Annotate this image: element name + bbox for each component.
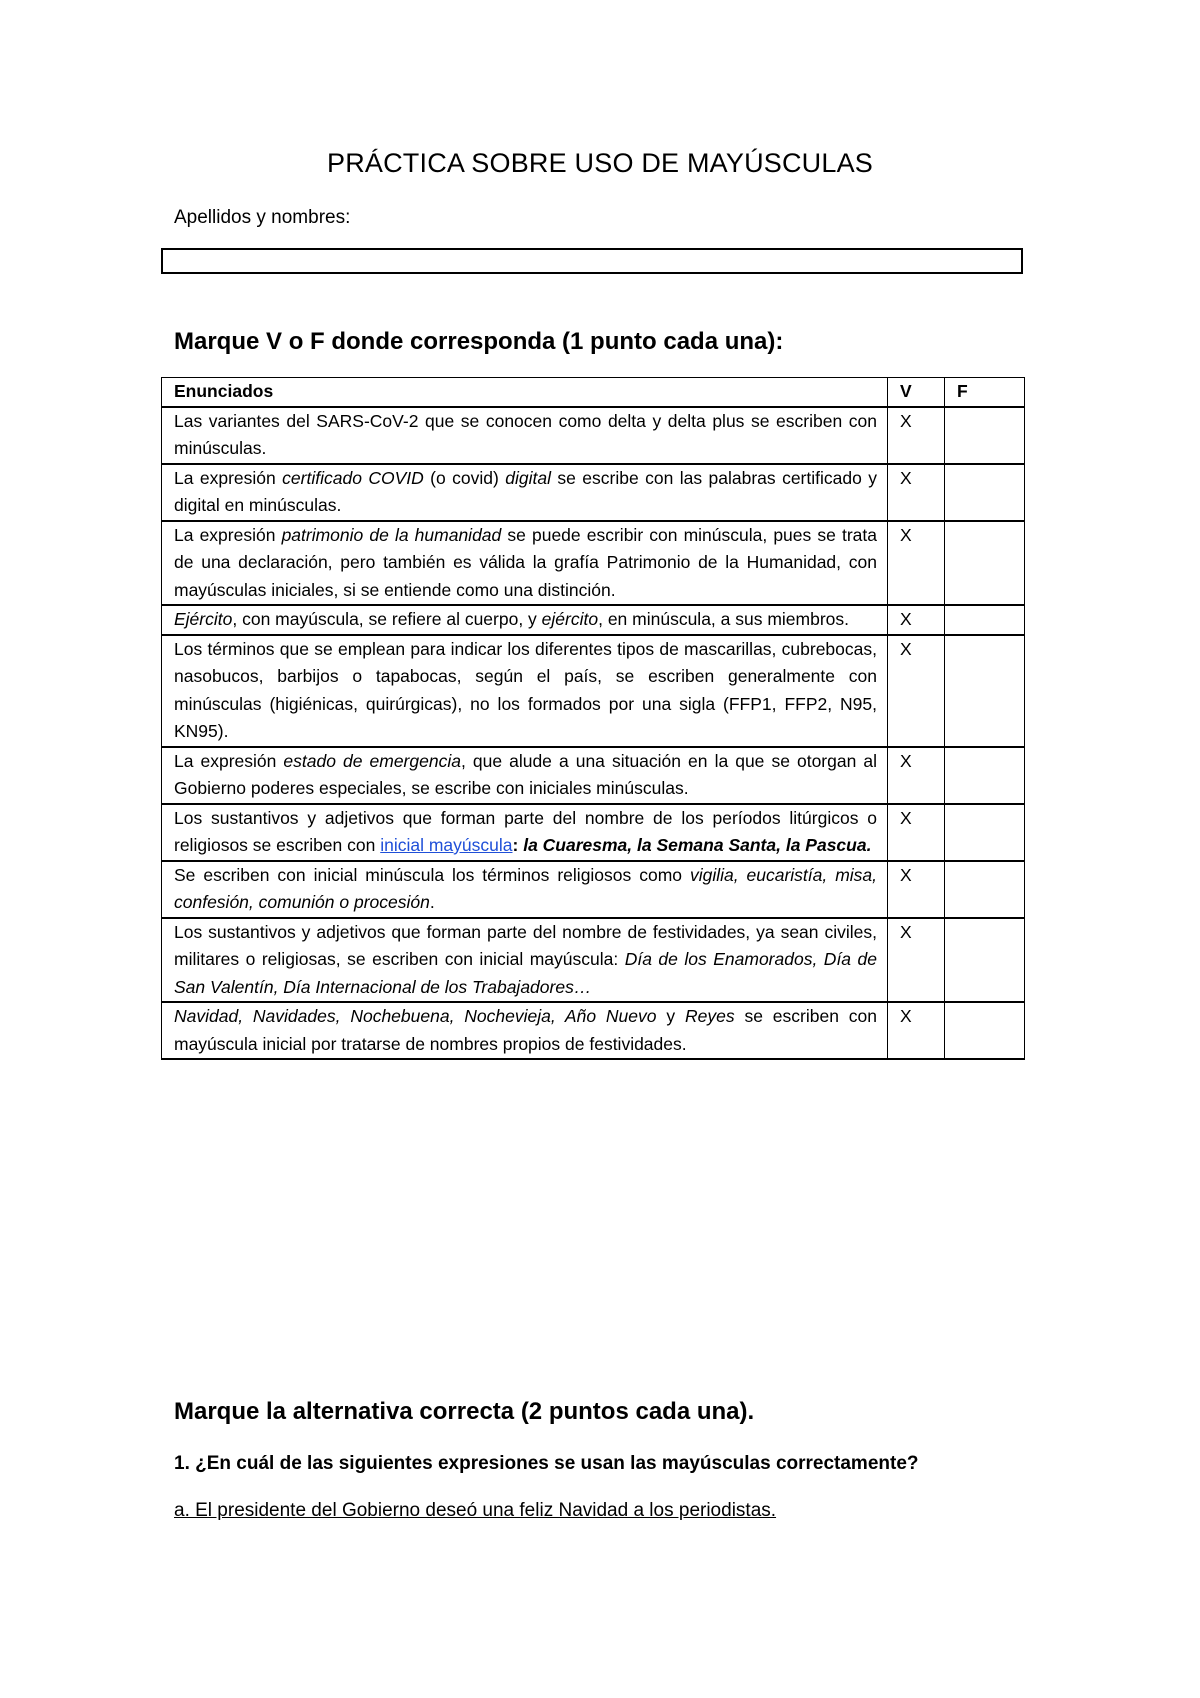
- page-title: PRÁCTICA SOBRE USO DE MAYÚSCULAS: [326, 148, 874, 178]
- table-row: [162, 861, 1025, 918]
- statement-6: La expresión estado de emergencia, que alude a una situación en la que se otorgan al Gobierno poderes especiales, se escribe con iniciales minúsculas.: [162, 747, 888, 804]
- table-row: [162, 464, 1025, 521]
- statement-10: Navidad, Navidades, Nochebuena, Nochevieja, Año Nuevo y Reyes se escriben con mayúscula inicial por tratarse de nombres propios de festividades.: [162, 1002, 888, 1059]
- f-cell[interactable]: [945, 464, 1025, 521]
- table-row: [162, 918, 1025, 1003]
- section2-heading: Marque la alternativa correcta (2 puntos cada una).: [174, 1398, 755, 1425]
- statement-9: Los sustantivos y adjetivos que forman parte del nombre de festividades, ya sean civiles, militares o religiosas, se escriben con inicial mayúscula: Día de los Enamorados, Día de San Valentín, Día Internacional de los Trabajadores…: [162, 918, 888, 1003]
- header-statements: Enunciados: [162, 378, 888, 407]
- inicial-mayuscula-link[interactable]: inicial mayúscula: [380, 835, 513, 855]
- section1-heading: Marque V o F donde corresponda (1 punto cada una):: [174, 328, 784, 355]
- names-label: Apellidos y nombres:: [174, 207, 351, 228]
- f-cell[interactable]: [945, 1002, 1025, 1059]
- table-row: [162, 1002, 1025, 1059]
- table-row: [162, 407, 1025, 464]
- f-cell[interactable]: [945, 407, 1025, 464]
- table-row: [162, 635, 1025, 747]
- v-cell[interactable]: X: [888, 464, 945, 521]
- true-false-table: [161, 377, 1025, 1060]
- header-v: V: [888, 378, 945, 407]
- names-input-box[interactable]: [161, 248, 1023, 274]
- option-a[interactable]: a. El presidente del Gobierno deseó una feliz Navidad a los periodistas.: [174, 1500, 777, 1521]
- f-cell[interactable]: [945, 605, 1025, 635]
- v-cell[interactable]: X: [888, 407, 945, 464]
- f-cell[interactable]: [945, 747, 1025, 804]
- v-cell[interactable]: X: [888, 747, 945, 804]
- v-cell[interactable]: X: [888, 861, 945, 918]
- table-row: [162, 521, 1025, 606]
- v-cell[interactable]: X: [888, 1002, 945, 1059]
- statement-3: La expresión patrimonio de la humanidad se puede escribir con minúscula, pues se trata de una declaración, pero también es válida la grafía Patrimonio de la Humanidad, con mayúsculas iniciales, si se entiende como una distinción.: [162, 521, 888, 606]
- statement-7: Los sustantivos y adjetivos que forman parte del nombre de los períodos litúrgicos o religiosos se escriben con inicial mayúscula: la Cuaresma, la Semana Santa, la Pascua.: [162, 804, 888, 861]
- statement-2: La expresión certificado COVID (o covid) digital se escribe con las palabras certificado y digital en minúsculas.: [162, 464, 888, 521]
- v-cell[interactable]: X: [888, 605, 945, 635]
- table-header-row: [162, 378, 1025, 407]
- statement-4: Ejército, con mayúscula, se refiere al cuerpo, y ejército, en minúscula, a sus miembros.: [162, 605, 888, 635]
- header-f: F: [945, 378, 1025, 407]
- v-cell[interactable]: X: [888, 804, 945, 861]
- f-cell[interactable]: [945, 521, 1025, 606]
- v-cell[interactable]: X: [888, 918, 945, 1003]
- f-cell[interactable]: [945, 861, 1025, 918]
- table-row: [162, 605, 1025, 635]
- f-cell[interactable]: [945, 635, 1025, 747]
- question-1: 1. ¿En cuál de las siguientes expresiones se usan las mayúsculas correctamente?: [174, 1453, 919, 1474]
- table-row: [162, 804, 1025, 861]
- table-row: [162, 747, 1025, 804]
- statement-8: Se escriben con inicial minúscula los términos religiosos como vigilia, eucaristía, misa, confesión, comunión o procesión.: [162, 861, 888, 918]
- v-cell[interactable]: X: [888, 521, 945, 606]
- statement-1: Las variantes del SARS-CoV-2 que se conocen como delta y delta plus se escriben con minúsculas.: [162, 407, 888, 464]
- f-cell[interactable]: [945, 804, 1025, 861]
- f-cell[interactable]: [945, 918, 1025, 1003]
- v-cell[interactable]: X: [888, 635, 945, 747]
- statement-5: Los términos que se emplean para indicar los diferentes tipos de mascarillas, cubrebocas, nasobucos, barbijos o tapabocas, según el país, se escriben generalmente con minúsculas (higiénicas, quirúrgicas), no los formados por una sigla (FFP1, FFP2, N95, KN95).: [162, 635, 888, 747]
